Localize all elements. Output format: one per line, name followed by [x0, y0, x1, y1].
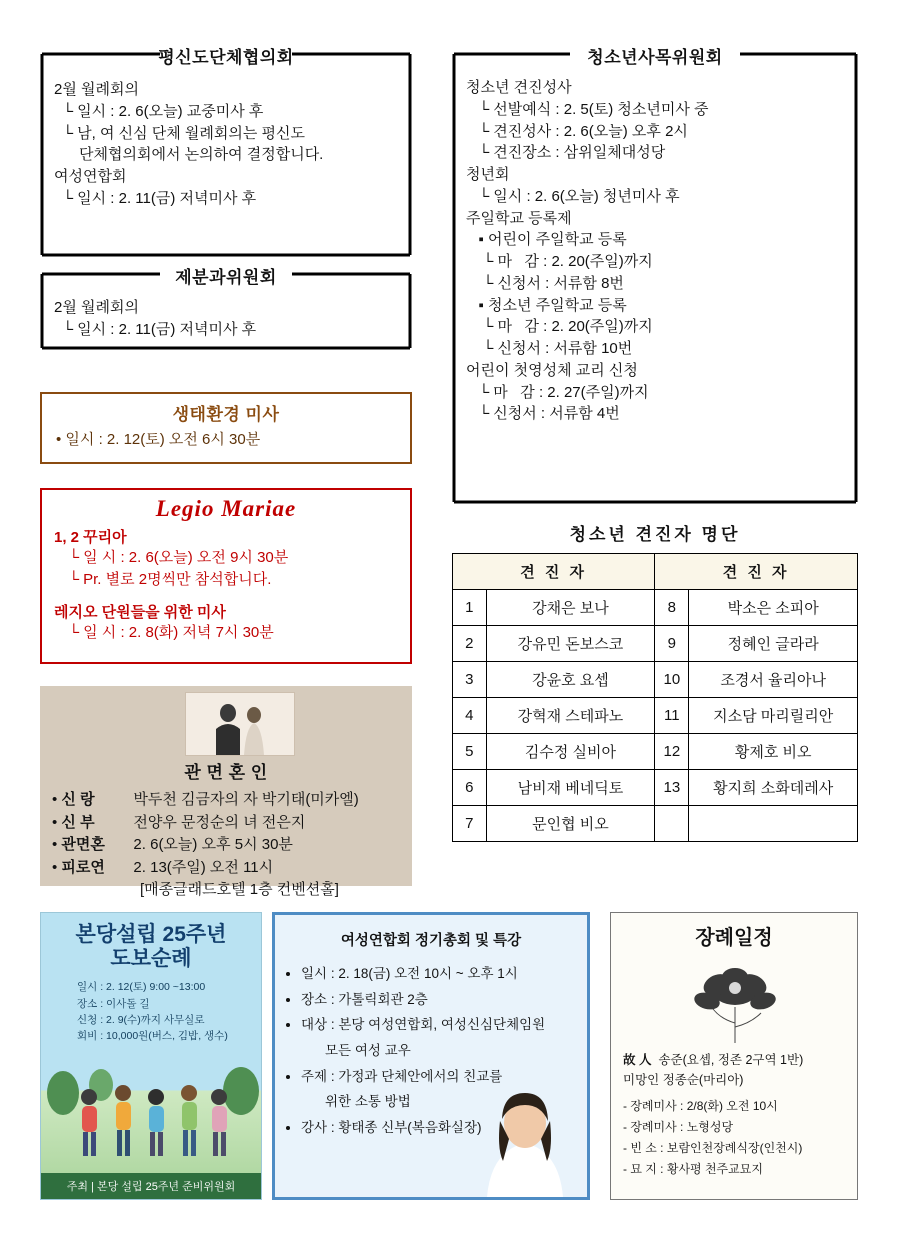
table-header-row [453, 554, 858, 590]
row-number: 12 [655, 734, 689, 770]
youth-line: └ 마 감 : 2. 20(주일)까지 [466, 253, 653, 270]
pilgrimage-info: 회비 : 10,000원(버스, 김밥, 생수) [77, 1030, 228, 1043]
laity-line: └ 일시 : 2. 11(금) 저녁미사 후 [54, 189, 257, 207]
row-name: 조경서 율리아나 [689, 662, 858, 698]
row-name: 지소담 마리릴리안 [689, 698, 858, 734]
youth-line: └ 선발예식 : 2. 5(토) 청소년미사 중 [466, 100, 709, 118]
speaker-photo [467, 1087, 587, 1197]
marriage-row-label: 신 랑 [61, 791, 95, 808]
confirmation-header-2: 견 진 자 [655, 554, 858, 590]
table-row [453, 698, 858, 734]
youth-line: ▪ 청소년 주일학교 등록 [466, 296, 627, 314]
row-number: 13 [655, 770, 689, 806]
subcommittee-line: └ 일시 : 2. 11(금) 저녁미사 후 [54, 320, 257, 338]
youth-line: └ 견진성사 : 2. 6(오늘) 오후 2시 [466, 122, 688, 140]
funeral-widow: 미망인 정종순(마리아) [623, 1073, 744, 1087]
pilgrimage-info: 일시 : 2. 12(토) 9:00 ~13:00 [77, 981, 206, 994]
marriage-row: • 관면혼 2. 6(오늘) 오후 5시 30분 [40, 834, 412, 857]
funeral-deceased-label: 故 人 [623, 1053, 652, 1067]
women-assembly-item: • 강사 : 황태종 신부(복음화실장) [301, 1116, 587, 1140]
row-number [655, 806, 689, 842]
ecology-mass-box [40, 392, 412, 464]
row-name: 강윤호 요셉 [486, 662, 655, 698]
table-row [453, 662, 858, 698]
youth-line: └ 신청서 : 서류함 8번 [466, 274, 624, 292]
marriage-title: 관 면 혼 인 [184, 763, 268, 782]
row-name: 강유민 돈보스코 [486, 626, 655, 662]
legio-mariae-box [40, 488, 412, 664]
row-number: 5 [453, 734, 487, 770]
funeral-notice-poster [610, 912, 858, 1200]
funeral-item: - 장례미사 : 노형성당 [623, 1120, 734, 1134]
ecology-mass-line: • 일시 : 2. 12(토) 오전 6시 30분 [56, 431, 261, 448]
funeral-title: 장례일정 [695, 927, 773, 949]
funeral-item: - 빈 소 : 보람인천장례식장(인천시) [623, 1141, 803, 1155]
marriage-row-label: 신 부 [61, 813, 95, 831]
marriage-row-label: 피로연 [61, 858, 105, 876]
table-row [453, 590, 858, 626]
marriage-box [40, 686, 412, 898]
youth-ministry-title: 청소년사목위원회 [587, 48, 723, 67]
laity-line: └ 일시 : 2. 6(오늘) 교중미사 후 [54, 102, 264, 120]
marriage-venue: [매종글래드호텔 1층 컨벤션홀] [140, 881, 339, 898]
row-number: 2 [453, 626, 487, 662]
pilgrimage-footer: 주최 | 본당 설립 25주년 준비위원회 [41, 1173, 261, 1199]
funeral-item: - 장례미사 : 2/8(화) 오전 10시 [623, 1099, 778, 1113]
legio-group-1-line: └ 일 시 : 2. 6(오늘) 오전 9시 30분 [60, 549, 289, 566]
pilgrimage-title-line2: 도보순례 [110, 947, 192, 971]
youth-line: └ 마 감 : 2. 20(주일)까지 [466, 318, 653, 336]
subcommittee-title: 제분과위원회 [175, 268, 277, 287]
marriage-row-value: 2. 6(오늘) 오후 5시 30분 [133, 836, 293, 853]
pilgrimage-info: 장소 : 이사돌 길 [77, 997, 150, 1010]
marriage-row: • 피로연 2. 13(주일) 오전 11시 [40, 857, 412, 880]
youth-line: └ 일시 : 2. 6(오늘) 청년미사 후 [466, 187, 680, 205]
youth-line: 청년회 [466, 166, 510, 183]
row-number: 4 [453, 698, 487, 734]
youth-line: └ 신청서 : 서류함 10번 [466, 340, 633, 357]
row-name: 황제호 비오 [689, 734, 858, 770]
laity-line: 단체협의회에서 논의하여 결정합니다. [54, 146, 324, 164]
youth-line: └ 견진장소 : 삼위일체대성당 [466, 144, 666, 162]
women-assembly-title: 여성연합회 정기총회 및 특강 [340, 933, 522, 949]
row-name: 강채은 보나 [486, 590, 655, 626]
youth-line: └ 신청서 : 서류함 4번 [466, 405, 620, 423]
funeral-item: - 묘 지 : 황사평 천주교묘지 [623, 1162, 763, 1176]
confirmation-table [452, 553, 858, 842]
row-number: 8 [655, 590, 689, 626]
laity-line: 여성연합회 [54, 168, 127, 185]
youth-line: └ 마 감 : 2. 27(주일)까지 [466, 383, 649, 401]
marriage-row-label: 관면혼 [61, 836, 105, 853]
women-assembly-item-cont: 위한 소통 방법 [325, 1094, 411, 1110]
wedding-photo [185, 692, 295, 756]
row-number: 3 [453, 662, 487, 698]
row-number: 10 [655, 662, 689, 698]
row-name [689, 806, 858, 842]
women-assembly-item: • 주제 : 가정과 단체안에서의 친교를 [301, 1065, 587, 1089]
youth-line: ▪ 어린이 주일학교 등록 [466, 231, 627, 249]
youth-line: 청소년 견진성사 [466, 79, 572, 96]
row-name: 김수정 실비아 [486, 734, 655, 770]
youth-line: 어린이 첫영성체 교리 신청 [466, 361, 638, 379]
pilgrimage-title-line1: 본당설립 25주년 [75, 923, 227, 946]
pilgrimage-poster [40, 912, 262, 1200]
marriage-row-value: 박두천 김금자의 자 박기태(미카엘) [133, 791, 359, 808]
confirmation-header-1: 견 진 자 [453, 554, 655, 590]
row-number: 11 [655, 698, 689, 734]
row-name: 남비재 베네딕토 [486, 770, 655, 806]
youth-ministry-frame [452, 52, 858, 504]
funeral-deceased-name: 송준(요셉, 정존 2구역 1반) [658, 1053, 804, 1067]
youth-line: 주일학교 등록제 [466, 209, 572, 227]
laity-line: 2월 월례회의 [54, 81, 139, 98]
legio-group-1-line: └ Pr. 별로 2명씩만 참석합니다. [60, 570, 272, 588]
walkers-illustration [41, 1063, 262, 1173]
laity-line: └ 남, 여 신심 단체 월례회의는 평신도 [54, 124, 305, 142]
legio-group-1-label: 1, 2 꾸리아 [54, 529, 127, 546]
subcommittee-box [40, 268, 412, 350]
laity-council-frame [40, 52, 412, 257]
wedding-photo-graphic [186, 693, 294, 755]
marriage-row: • 신 랑 박두천 김금자의 자 박기태(미카엘) [40, 789, 412, 812]
row-number: 1 [453, 590, 487, 626]
row-name: 박소은 소피아 [689, 590, 858, 626]
funeral-deceased-row [623, 1050, 847, 1070]
marriage-row: • 신 부 전양우 문정순의 녀 전은지 [40, 812, 412, 835]
women-assembly-item: • 대상 : 본당 여성연합회, 여성신심단체임원 [301, 1013, 587, 1037]
row-number: 6 [453, 770, 487, 806]
confirmation-list [452, 520, 858, 842]
row-name: 강혁재 스테파노 [486, 698, 655, 734]
women-assembly-item: • 일시 : 2. 18(금) 오전 10시 ~ 오후 1시 [301, 962, 587, 986]
row-name: 황지희 소화데레사 [689, 770, 858, 806]
table-row [453, 626, 858, 662]
row-number: 9 [655, 626, 689, 662]
legio-group-2-line: └ 일 시 : 2. 8(화) 저녁 7시 30분 [60, 623, 274, 641]
ecology-mass-title: 생태환경 미사 [172, 405, 280, 424]
legio-group-2-label: 레지오 단원들을 위한 미사 [54, 603, 226, 621]
women-assembly-item: • 장소 : 가톨릭회관 2층 [301, 988, 587, 1012]
youth-ministry-box [452, 48, 858, 504]
laity-council-title: 평신도단체협의회 [158, 48, 294, 67]
legio-mariae-title: Legio Mariae [155, 496, 297, 521]
confirmation-list-title: 청소년 견진자 명단 [569, 525, 741, 544]
table-row [453, 770, 858, 806]
marriage-row-value: 2. 13(주일) 오전 11시 [133, 858, 274, 876]
table-row [453, 806, 858, 842]
row-name: 정혜인 글라라 [689, 626, 858, 662]
subcommittee-line: 2월 월례회의 [54, 299, 139, 316]
row-name: 문인협 비오 [486, 806, 655, 842]
table-row [453, 734, 858, 770]
women-assembly-item-cont: 모든 여성 교우 [325, 1042, 411, 1058]
women-assembly-poster [272, 912, 590, 1200]
laity-council-box [40, 48, 412, 257]
pilgrimage-info: 신청 : 2. 9(수)까지 사무실로 [77, 1013, 205, 1026]
marriage-row-value: 전양우 문정순의 녀 전은지 [133, 813, 306, 831]
row-number: 7 [453, 806, 487, 842]
chrysanthemum-icon [673, 957, 797, 1049]
